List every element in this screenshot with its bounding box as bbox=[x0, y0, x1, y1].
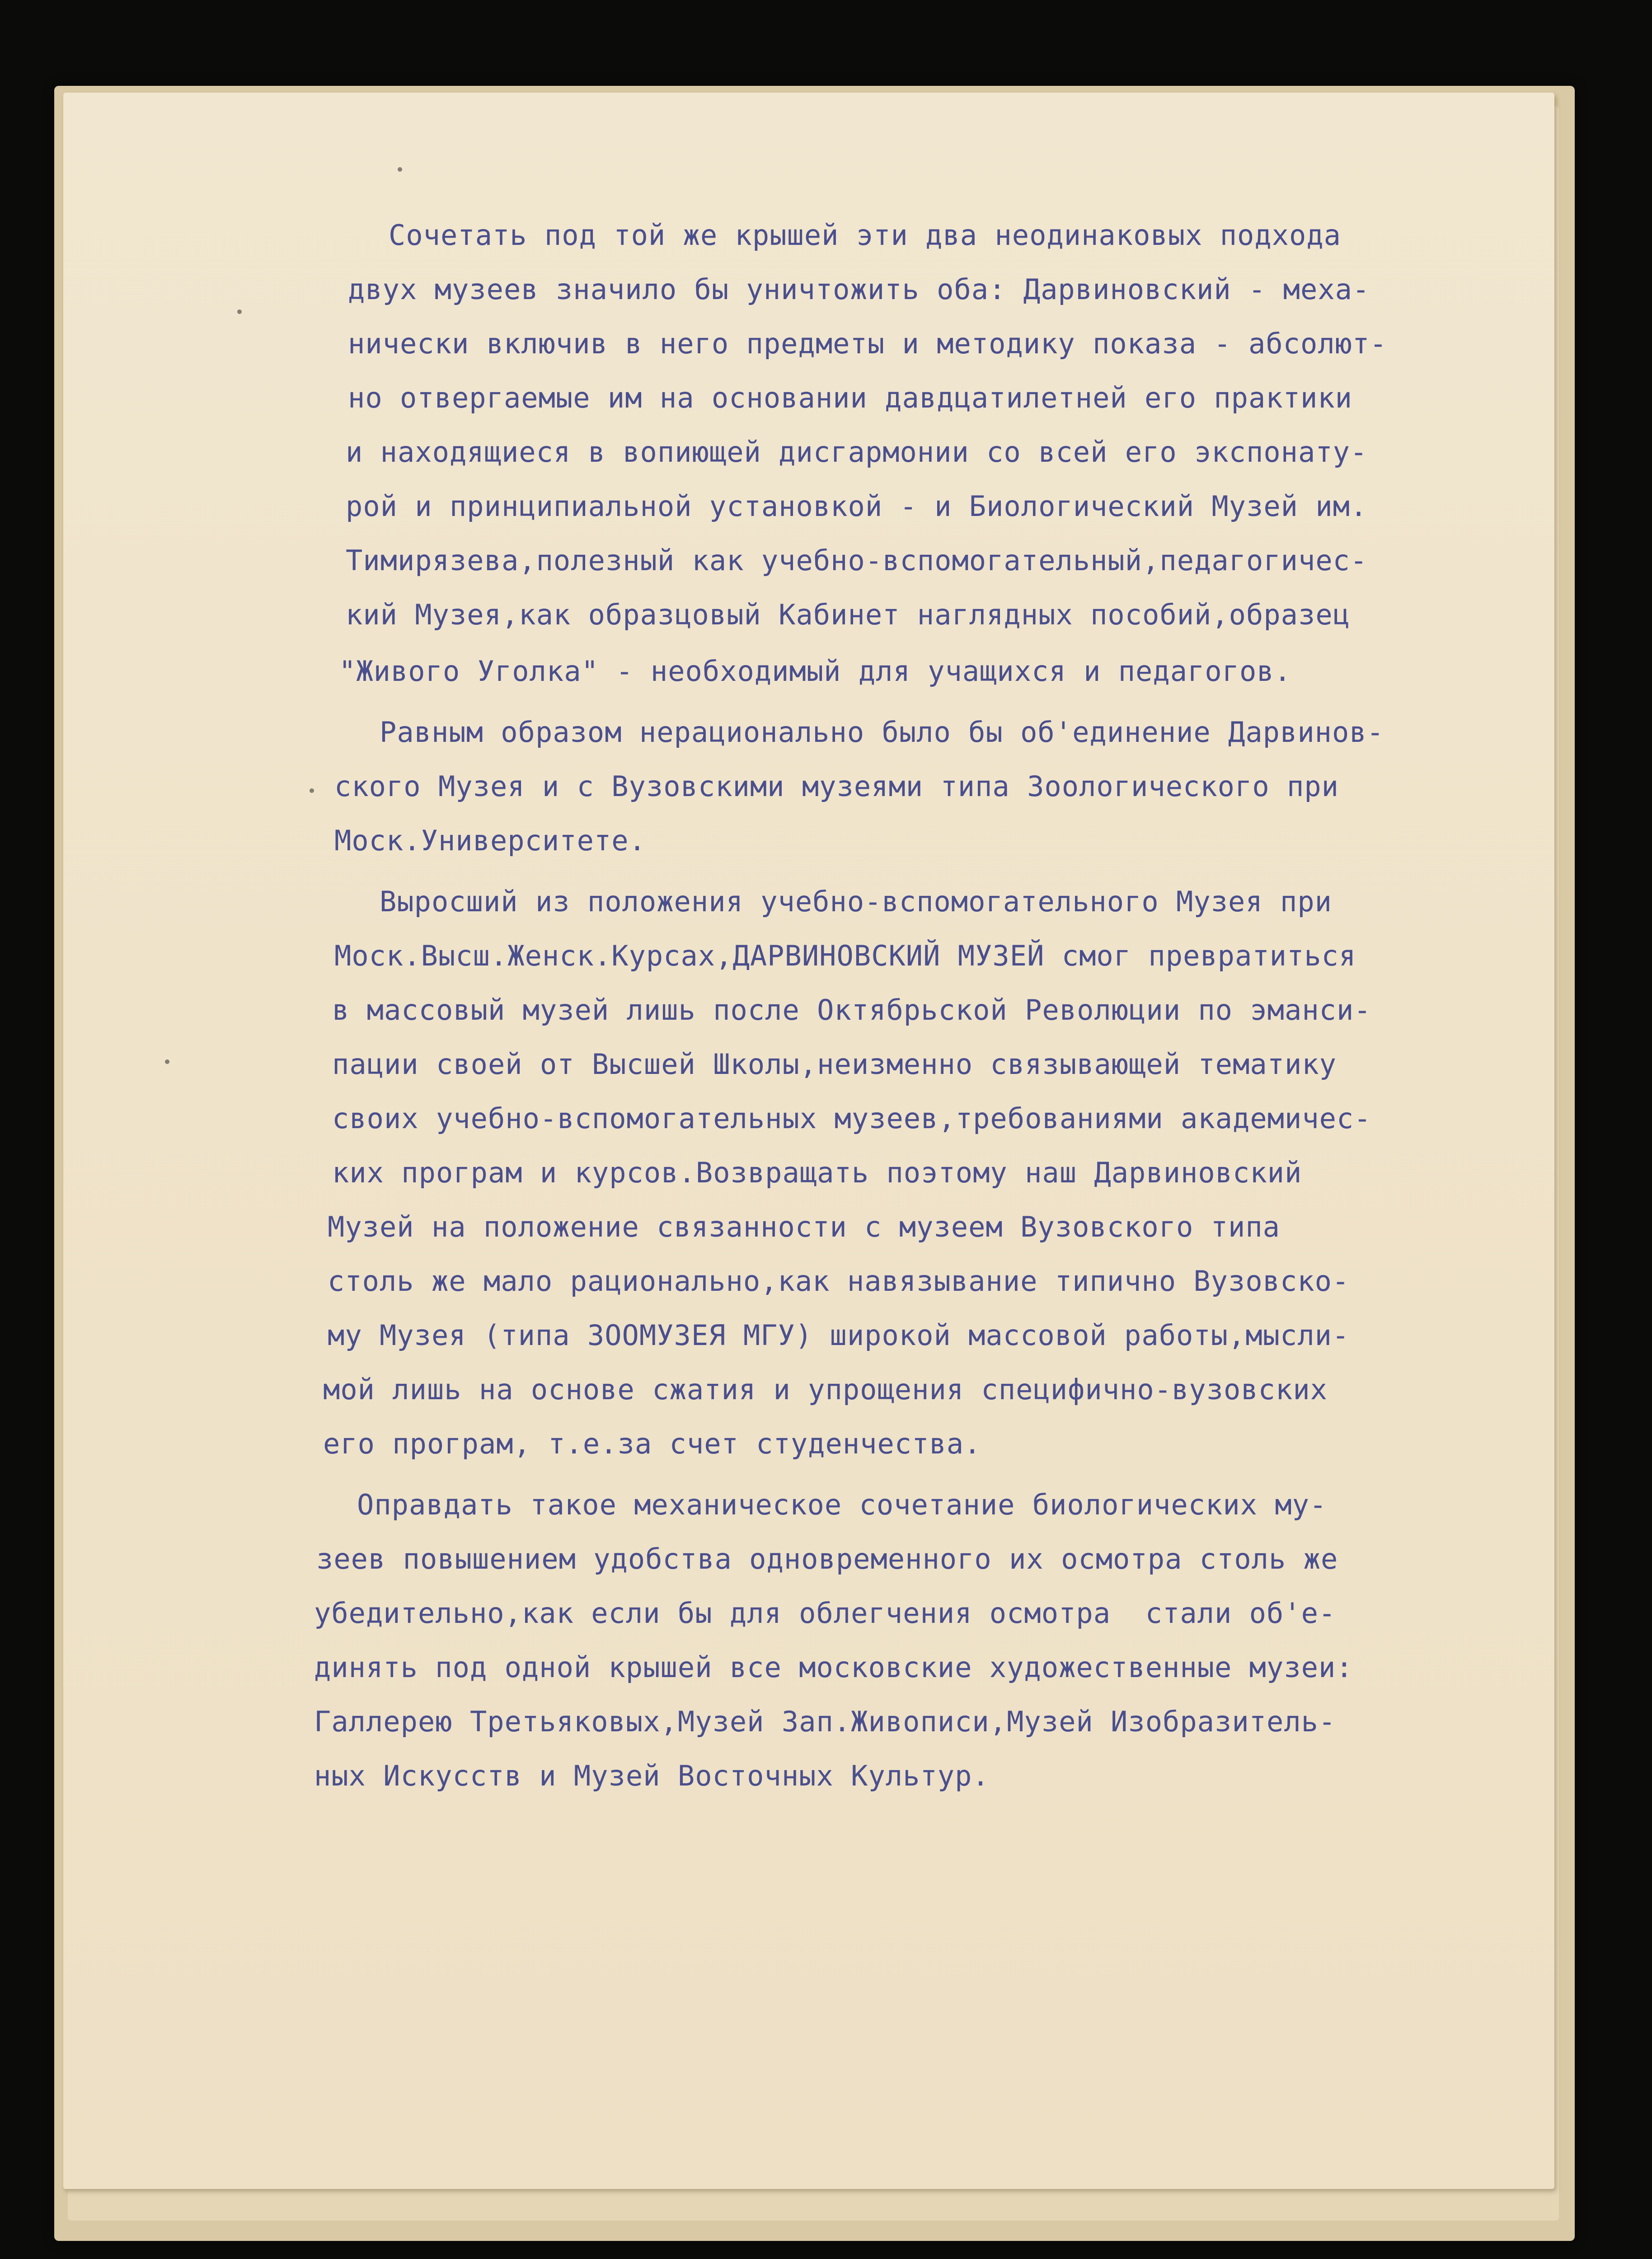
text-line: динять под одной крышей все московские художественные музеи: bbox=[314, 1651, 1353, 1684]
text-line: двух музеев значило бы уничтожить оба: Дарвиновский - меха- bbox=[348, 273, 1370, 306]
text-line: мой лишь на основе сжатия и упрощения специфично-вузовских bbox=[323, 1373, 1328, 1406]
text-line: его програм, т.е.за счет студенчества. bbox=[323, 1427, 981, 1460]
text-line: столь же мало рационально,как навязывание типично Вузовско- bbox=[328, 1265, 1350, 1298]
text-line: своих учебно-вспомогательных музеев,требованиями академичес- bbox=[332, 1102, 1371, 1135]
page-text bbox=[63, 93, 1554, 2189]
text-line: убедительно,как если бы для облегчения осмотра стали об'е- bbox=[314, 1597, 1336, 1630]
text-line: в массовый музей лишь после Октябрьской Революции по эманси- bbox=[332, 994, 1371, 1026]
typewritten-page bbox=[63, 93, 1554, 2189]
paper-speck bbox=[310, 788, 314, 793]
text-line: зеев повышением удобства одновременного их осмотра столь же bbox=[316, 1542, 1338, 1575]
text-line: Тимирязева,полезный как учебно-вспомогательный,педагогичес- bbox=[346, 544, 1368, 577]
text-line: Моск.Университете. bbox=[334, 824, 646, 857]
paper-speck bbox=[237, 309, 242, 314]
text-line: Сочетать под той же крышей эти два неодинаковых подхода bbox=[389, 219, 1341, 252]
text-line: Галлерею Третьяковых,Музей Зап.Живописи,Музей Изобразитель- bbox=[314, 1705, 1336, 1738]
text-line: Музей на положение связанности с музеем Вузовского типа bbox=[328, 1210, 1280, 1243]
paper-speck bbox=[165, 1059, 169, 1064]
text-line: Выросший из положения учебно-вспомогательного Музея при bbox=[380, 885, 1332, 918]
text-line: но отвергаемые им на основании давдцатилетней его практики bbox=[348, 381, 1352, 414]
text-line: пации своей от Высшей Школы,неизменно связывающей тематику bbox=[332, 1048, 1337, 1081]
text-line: Равным образом нерационально было бы об'единение Дарвинов- bbox=[380, 716, 1384, 749]
text-line: рой и принципиальной установкой - и Биологичеcкий Музей им. bbox=[346, 490, 1368, 523]
text-line: ких програм и курсов.Возвращать поэтому наш Дарвиновский bbox=[332, 1156, 1302, 1189]
text-line: и находящиеся в вопиющей дисгармонии со всей его экспонату- bbox=[346, 436, 1368, 469]
text-line: "Живого Уголка" - необходимый для учащихся и педагогов. bbox=[339, 655, 1291, 688]
text-line: ского Музея и с Вузовскими музеями типа Зоологического при bbox=[334, 770, 1339, 803]
text-line: Моск.Высш.Женск.Курсах,ДАРВИНОВСКИЙ МУЗЕЙ смог превратиться bbox=[334, 939, 1356, 972]
text-line: Оправдать такое механическое сочетание биологических му- bbox=[357, 1488, 1327, 1521]
text-line: ных Искусств и Музей Восточных Культур. bbox=[314, 1759, 990, 1792]
paper-speck bbox=[398, 167, 402, 172]
text-line: кий Музея,как образцовый Кабинет наглядных пособий,образец bbox=[346, 598, 1350, 631]
text-line: му Музея (типа ЗООМУЗЕЯ МГУ) широкой массовой работы,мысли- bbox=[328, 1319, 1350, 1352]
text-line: нически включив в него предметы и методику показа - абсолют- bbox=[348, 327, 1387, 360]
